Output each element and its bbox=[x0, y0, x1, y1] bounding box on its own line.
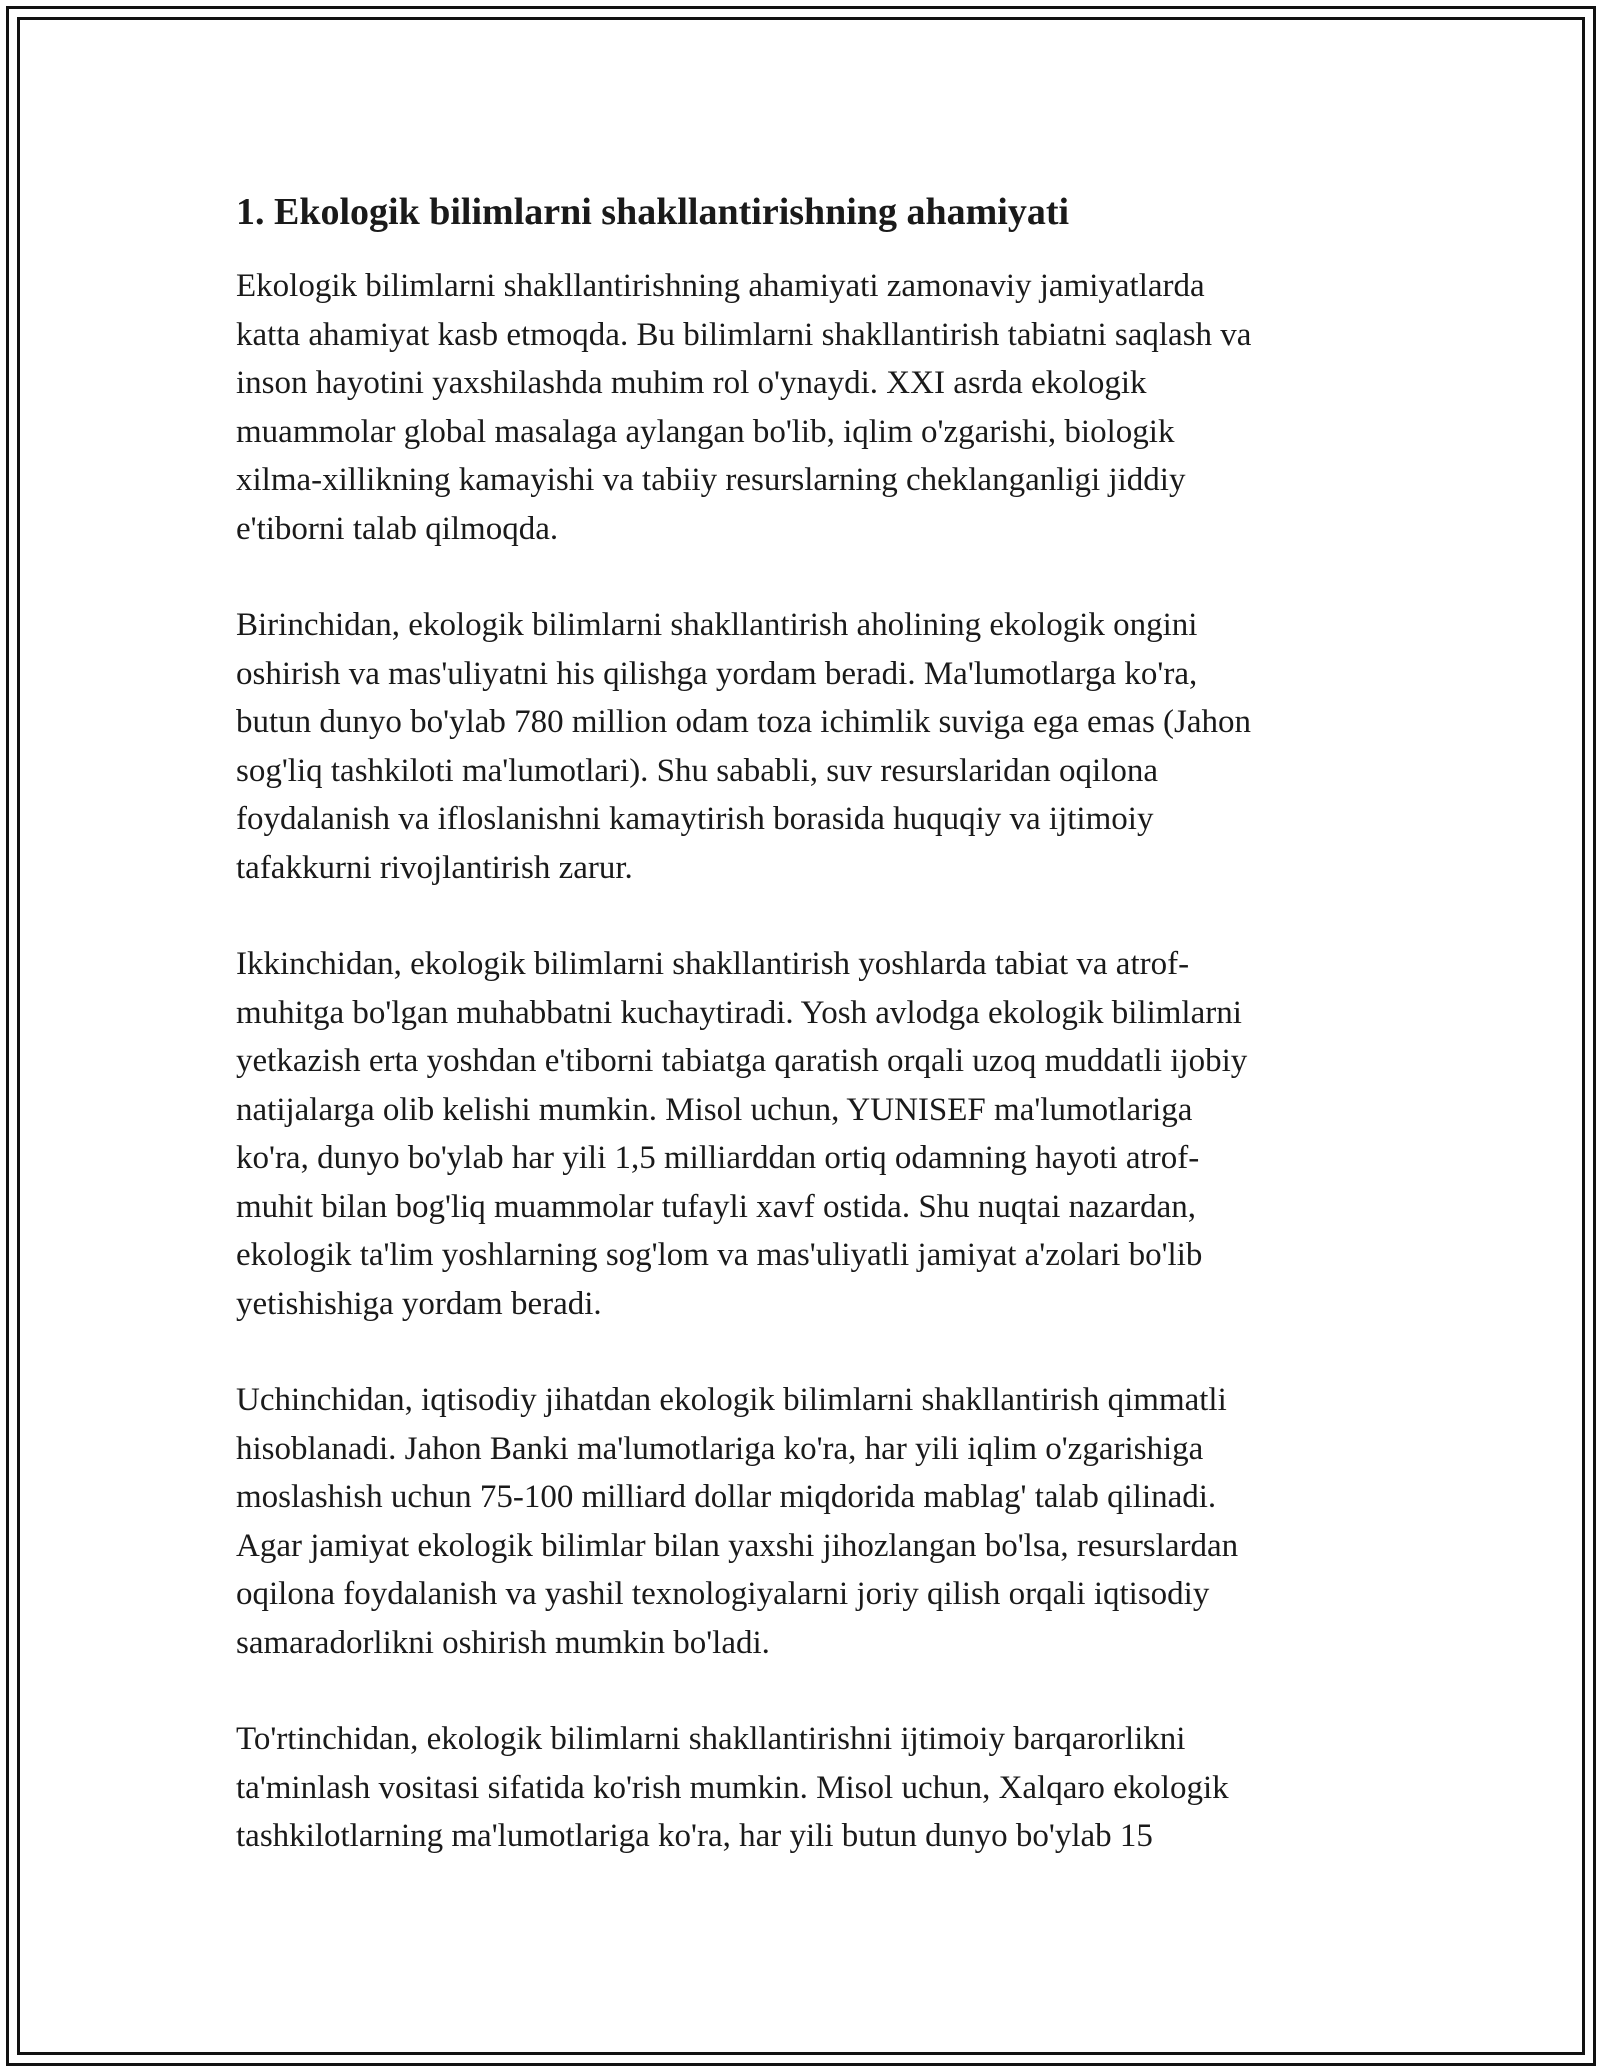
text-line: ta'minlash vositasi sifatida ko'rish mumkin. Misol uchun, Xalqaro ekologik bbox=[236, 1769, 1229, 1806]
text-line: ekologik ta'lim yoshlarning sog'lom va mas'uliyatli jamiyat a'zolari bo'lib bbox=[236, 1237, 1203, 1273]
paragraph-second bbox=[236, 940, 1376, 1328]
text-line: To'rtinchidan, ekologik bilimlarni shakllantirishni ijtimoiy barqarorlikni bbox=[236, 1721, 1186, 1757]
text-line: Ekologik bilimlarni shakllantirishning ahamiyati zamonaviy jamiyatlarda bbox=[236, 268, 1205, 304]
text-line: tashkilotlarning ma'lumotlariga ko'ra, har yili butun dunyo bo'ylab 15 bbox=[236, 1818, 1153, 1854]
text-line: e'tiborni talab qilmoqda. bbox=[236, 510, 559, 547]
text-line: Uchinchidan, iqtisodiy jihatdan ekologik bilimlarni shakllantirish qimmatli bbox=[236, 1382, 1227, 1418]
text-line: foydalanish va ifloslanishni kamaytirish borasida huquqiy va ijtimoiy bbox=[236, 801, 1154, 837]
text-line: samaradorlikni oshirish mumkin bo'ladi. bbox=[236, 1624, 770, 1661]
paragraph-third bbox=[236, 1376, 1376, 1667]
text-line: yetkazish erta yoshdan e'tiborni tabiatga qaratish orqali uzoq muddatli ijobiy bbox=[236, 1043, 1248, 1079]
text-line: yetishishiga yordam beradi. bbox=[236, 1285, 602, 1322]
text-line: tafakkurni rivojlantirish zarur. bbox=[236, 849, 633, 886]
text-line: Birinchidan, ekologik bilimlarni shakllantirish aholining ekologik ongini bbox=[236, 607, 1198, 643]
text-line: oqilona foydalanish va yashil texnologiyalarni joriy qilish orqali iqtisodiy bbox=[236, 1576, 1210, 1612]
text-line: hisoblanadi. Jahon Banki ma'lumotlariga ko'ra, har yili iqlim o'zgarishiga bbox=[236, 1430, 1204, 1467]
text-line: muhit bilan bog'liq muammolar tufayli xavf ostida. Shu nuqtai nazardan, bbox=[236, 1188, 1196, 1225]
text-line: oshirish va mas'uliyatni his qilishga yordam beradi. Ma'lumotlarga ko'ra, bbox=[236, 655, 1198, 692]
text-line: sog'liq tashkiloti ma'lumotlari). Shu sababli, suv resurslaridan oqilona bbox=[236, 752, 1159, 789]
text-line: inson hayotini yaxshilashda muhim rol o'ynaydi. XXI asrda ekologik bbox=[236, 365, 1147, 401]
text-line: Ikkinchidan, ekologik bilimlarni shakllantirish yoshlarda tabiat va atrof- bbox=[236, 946, 1190, 982]
text-line: natijalarga olib kelishi mumkin. Misol uchun, YUNISEF ma'lumotlariga bbox=[236, 1091, 1193, 1128]
text-line: katta ahamiyat kasb etmoqda. Bu bilimlarni shakllantirish tabiatni saqlash va bbox=[236, 316, 1252, 353]
text-line: muhitga bo'lgan muhabbatni kuchaytiradi. Yosh avlodga ekologik bilimlarni bbox=[236, 994, 1242, 1031]
paragraph-intro bbox=[236, 262, 1376, 553]
text-line: muammolar global masalaga aylangan bo'lib, iqlim o'zgarishi, biologik bbox=[236, 413, 1175, 450]
text-line: ko'ra, dunyo bo'ylab har yili 1,5 milliarddan ortiq odamning hayoti atrof- bbox=[236, 1140, 1200, 1176]
document-body bbox=[236, 188, 1376, 1909]
section-heading: 1. Ekologik bilimlarni shakllantirishning ahamiyati bbox=[236, 191, 1070, 233]
text-line: butun dunyo bo'ylab 780 million odam toza ichimlik suviga ega emas (Jahon bbox=[236, 704, 1252, 740]
text-line: Agar jamiyat ekologik bilimlar bilan yaxshi jihozlangan bo'lsa, resurslardan bbox=[236, 1527, 1239, 1564]
paragraph-fourth bbox=[236, 1715, 1376, 1861]
paragraph-first bbox=[236, 601, 1376, 892]
text-line: moslashish uchun 75-100 milliard dollar miqdorida mablag' talab qilinadi. bbox=[236, 1479, 1217, 1515]
text-line: xilma-xillikning kamayishi va tabiiy resurslarning cheklanganligi jiddiy bbox=[236, 462, 1186, 498]
